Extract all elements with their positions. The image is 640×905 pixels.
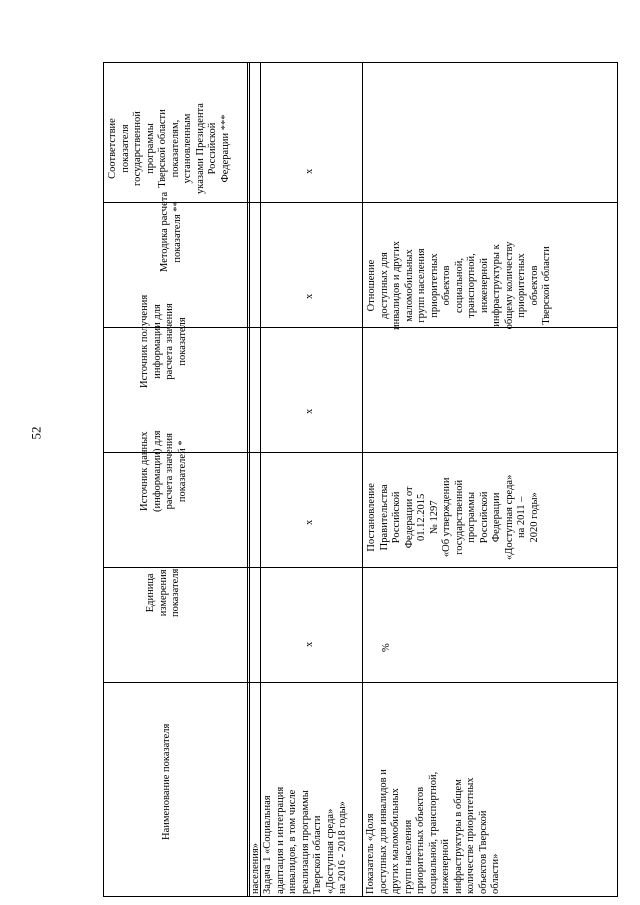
header-correspondence: Соответствие показателя государственной программы Тверской области показателям, установленным указами Президента Российской Федерации *** xyxy=(107,103,231,194)
table-border-top xyxy=(103,62,618,63)
indicator-unit: % xyxy=(381,643,392,652)
task-1-correspondence: x xyxy=(304,168,315,174)
table-border-right xyxy=(617,62,618,897)
task-1-method: x xyxy=(304,293,315,299)
table-border-left xyxy=(103,62,104,897)
header-method: Методика расчета показателя ** xyxy=(159,191,183,272)
header-indicator-name: Наименование показателя xyxy=(161,723,172,840)
column-divider xyxy=(103,682,618,683)
indicator-name: Показатель «Доля доступных для инвалидов и других маломобильных групп населения приоритетных объектов социальной, транспортной, инженерной инфраструктуры в общем количестве приоритетных объектов Тверской области» xyxy=(365,769,501,894)
header-unit: Единица измерения показателя xyxy=(145,568,181,617)
indicator-table xyxy=(103,62,618,897)
indicator-method: Отношение доступных для инвалидов и других маломобильных групп населения приоритетных объектов социальной, транспортной, инженерной инфраструктуры к общему количеству приоритетных объектов Тверской области xyxy=(366,241,552,330)
table-border-bottom xyxy=(103,896,618,897)
task-1-name: Задача 1 «Социальная адаптация и интеграция инвалидов, в том числе реализация программы Тверской области «Доступная среда» на 2016 - 2018 годы» xyxy=(262,786,348,894)
indicator-source-data: Постановление Правительства Российской Федерации от 01.12.2015 № 1297 «Об утверждении государственной программы Российской Федерации «Доступная среда» на 2011 – 2020 годы» xyxy=(366,474,540,560)
row-divider xyxy=(362,62,363,897)
row-divider xyxy=(247,62,248,897)
task-1-source-data: x xyxy=(304,519,315,525)
row-fragment: населения» xyxy=(250,843,261,894)
header-source-data: Источник данных (информации) для расчета значения показателей * xyxy=(139,430,188,512)
page-number: 52 xyxy=(28,426,44,440)
header-source-info: Источник получения информации для расчета значения показателя xyxy=(139,294,188,388)
task-1-unit: x xyxy=(304,641,315,647)
row-divider xyxy=(249,62,250,897)
row-divider xyxy=(260,62,261,897)
task-1-source-info: x xyxy=(304,408,315,414)
